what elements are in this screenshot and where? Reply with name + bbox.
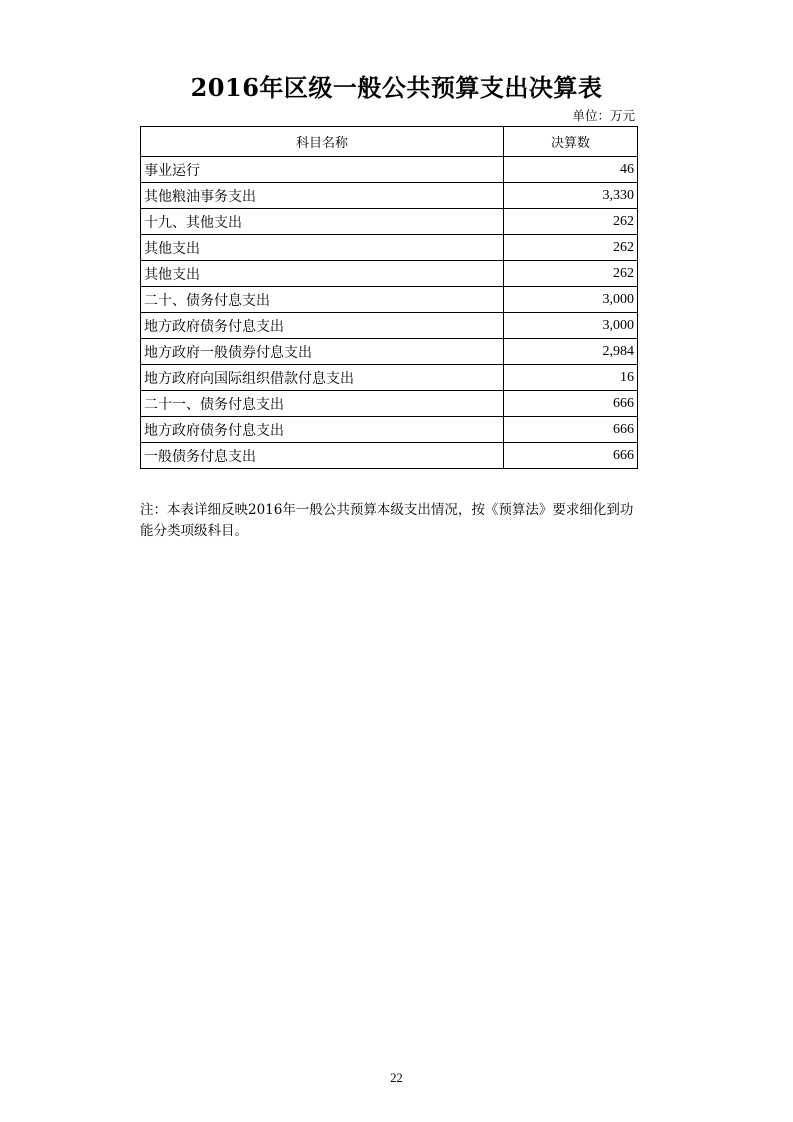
table-row xyxy=(141,339,638,365)
row-final-amount: 262 xyxy=(504,261,638,287)
row-subject-name: 十九、其他支出 xyxy=(141,209,504,235)
header-final-amount: 决算数 xyxy=(504,127,638,157)
row-final-amount: 2,984 xyxy=(504,339,638,365)
table-row xyxy=(141,235,638,261)
row-subject-name: 二十、债务付息支出 xyxy=(141,287,504,313)
table-header-row xyxy=(141,127,638,157)
row-subject-name: 地方政府向国际组织借款付息支出 xyxy=(141,365,504,391)
row-subject-name: 其他支出 xyxy=(141,235,504,261)
row-final-amount: 3,000 xyxy=(504,287,638,313)
page-number: 22 xyxy=(390,1071,403,1085)
row-final-amount: 262 xyxy=(504,235,638,261)
table-row xyxy=(141,443,638,469)
table-row xyxy=(141,365,638,391)
row-subject-name: 一般债务付息支出 xyxy=(141,443,504,469)
table-row xyxy=(141,313,638,339)
row-subject-name: 二十一、债务付息支出 xyxy=(141,391,504,417)
row-subject-name: 地方政府债务付息支出 xyxy=(141,417,504,443)
footnote: 注：本表详细反映2016年一般公共预算本级支出情况，按《预算法》要求细化到功能分类项级科目。 xyxy=(140,502,634,539)
page-title: 2016年区级一般公共预算支出决算表 xyxy=(190,73,603,102)
table-row xyxy=(141,261,638,287)
table-row xyxy=(141,417,638,443)
row-final-amount: 3,000 xyxy=(504,313,638,339)
row-final-amount: 666 xyxy=(504,391,638,417)
table-row xyxy=(141,209,638,235)
table-row xyxy=(141,287,638,313)
table-row xyxy=(141,157,638,183)
header-subject-name: 科目名称 xyxy=(141,127,504,157)
row-final-amount: 666 xyxy=(504,417,638,443)
row-final-amount: 46 xyxy=(504,157,638,183)
unit-label: 单位：万元 xyxy=(572,108,635,123)
row-subject-name: 事业运行 xyxy=(141,157,504,183)
table-row xyxy=(141,391,638,417)
row-subject-name: 其他支出 xyxy=(141,261,504,287)
row-final-amount: 3,330 xyxy=(504,183,638,209)
row-final-amount: 16 xyxy=(504,365,638,391)
row-subject-name: 其他粮油事务支出 xyxy=(141,183,504,209)
budget-table xyxy=(140,126,638,469)
row-final-amount: 262 xyxy=(504,209,638,235)
table-row xyxy=(141,183,638,209)
row-subject-name: 地方政府一般债券付息支出 xyxy=(141,339,504,365)
row-subject-name: 地方政府债务付息支出 xyxy=(141,313,504,339)
row-final-amount: 666 xyxy=(504,443,638,469)
